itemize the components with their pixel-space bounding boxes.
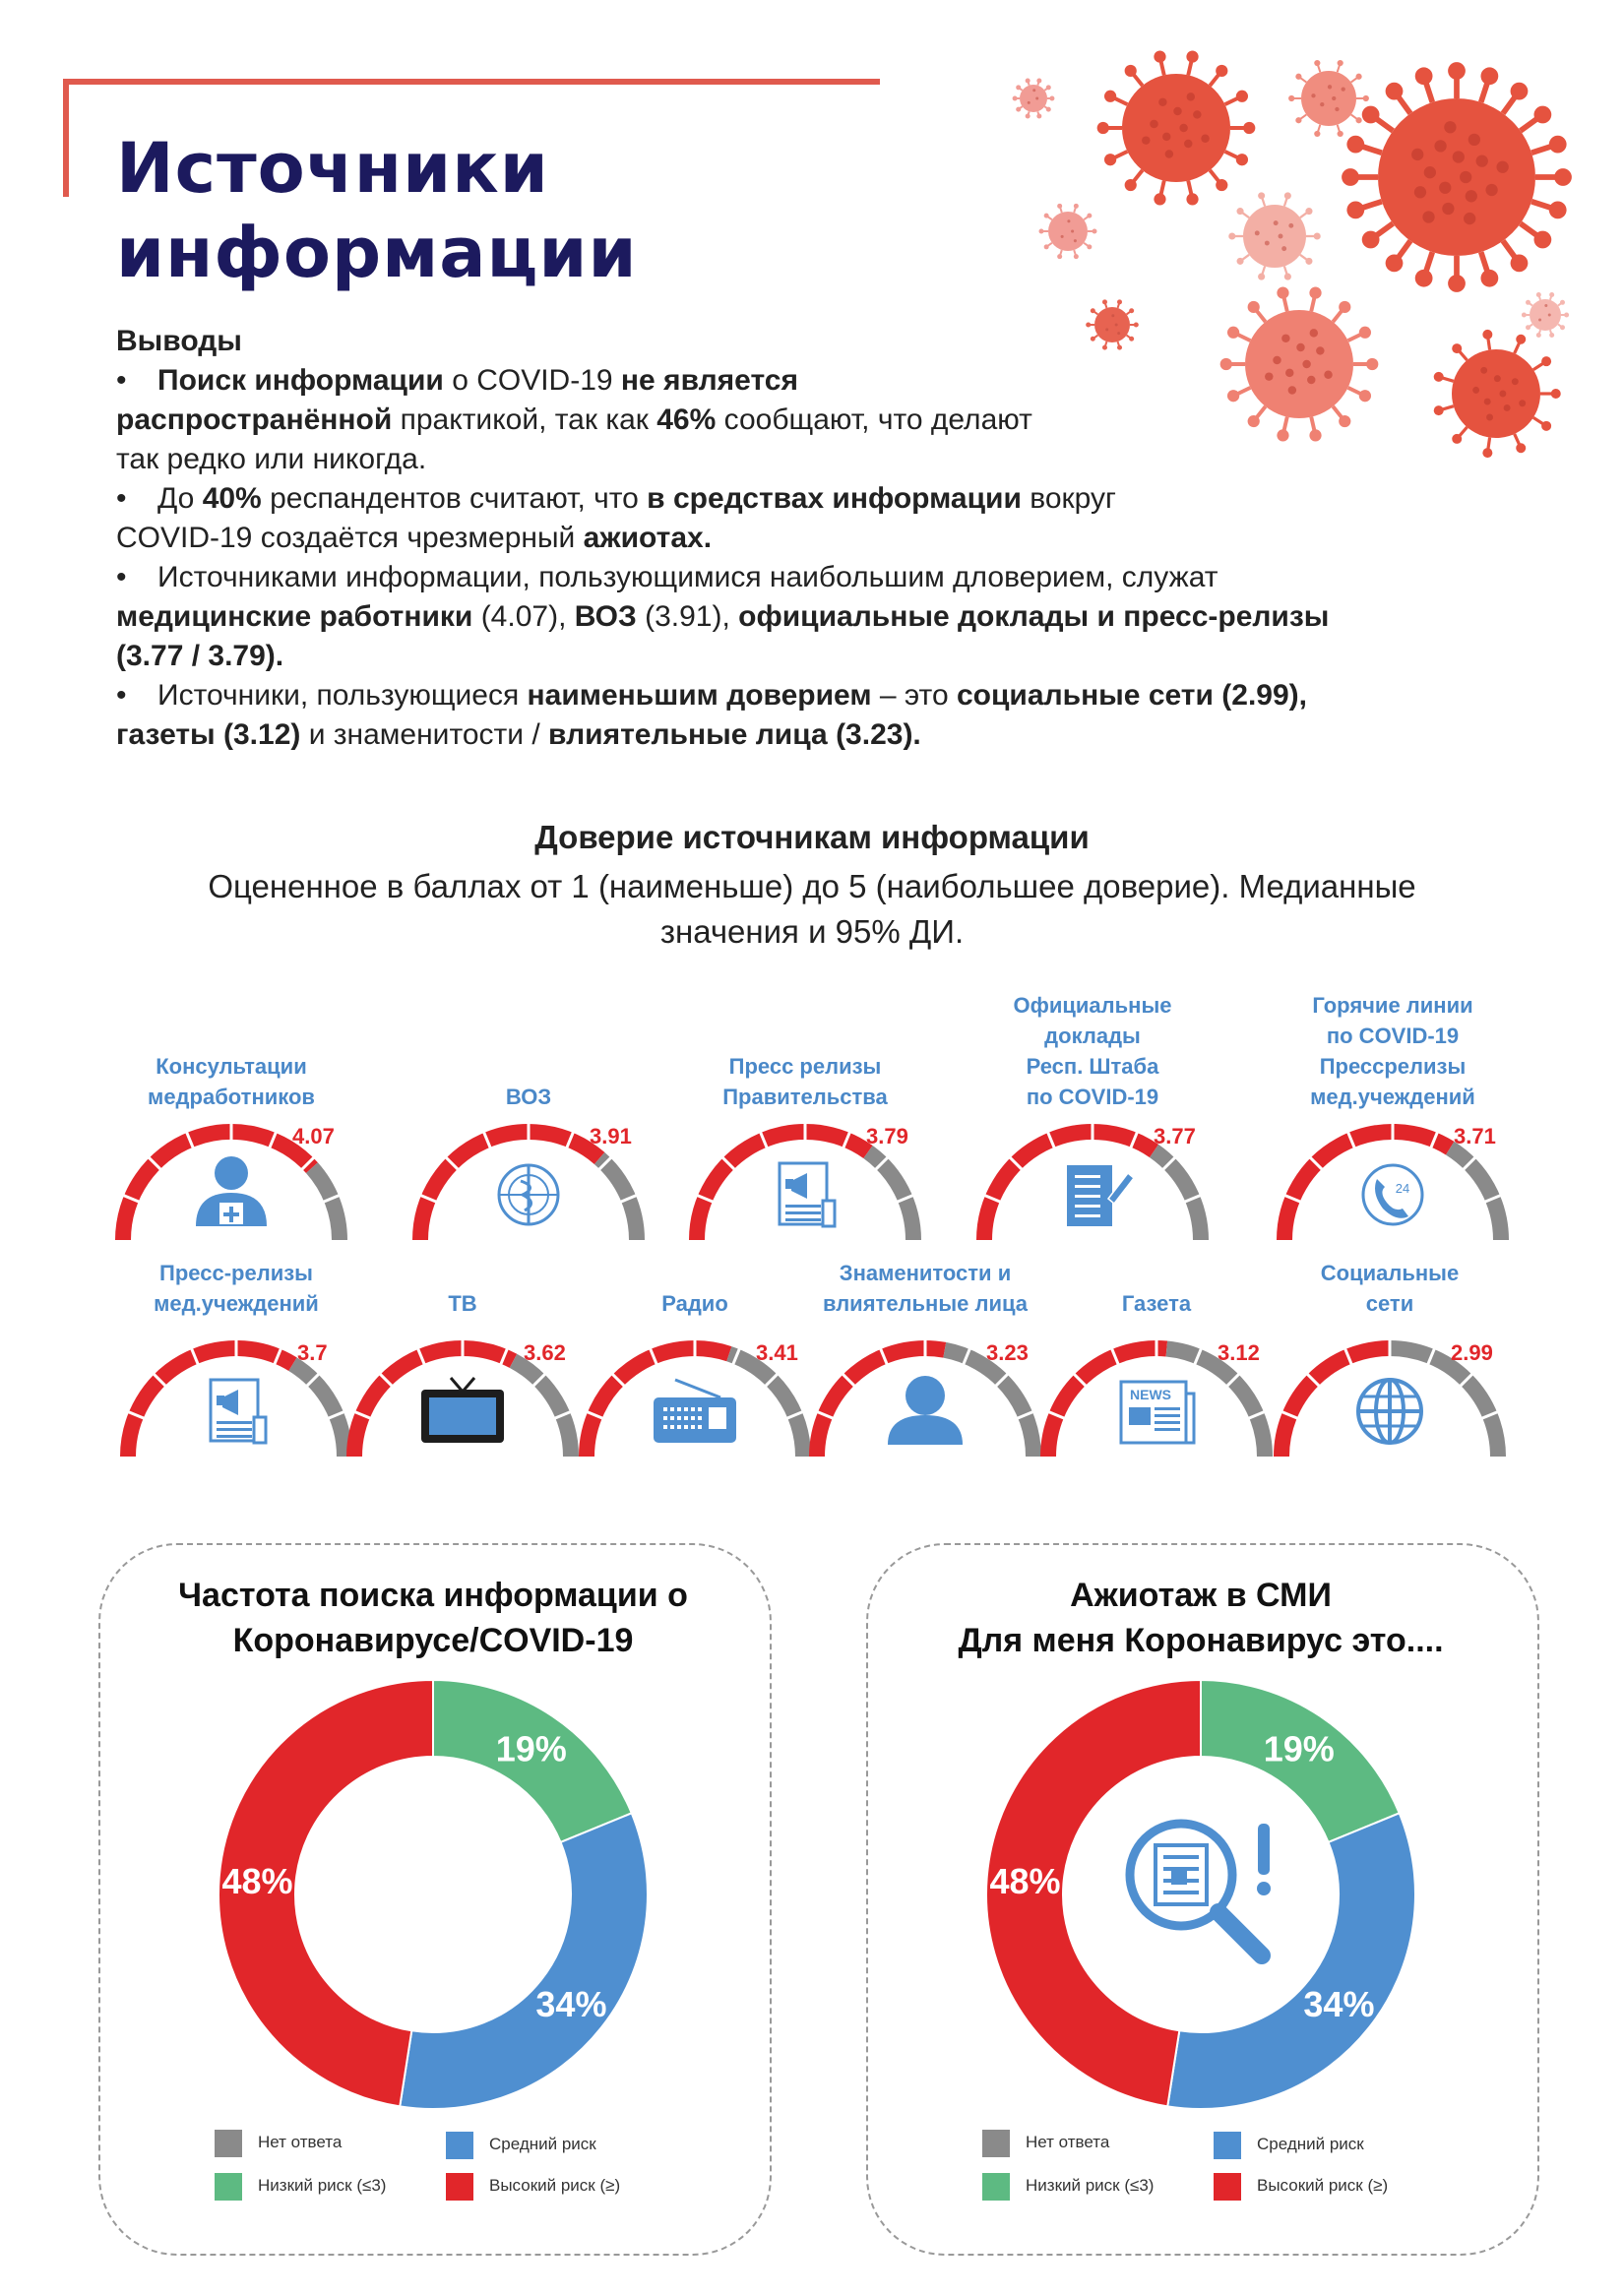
gauge-source-label: [677, 1051, 933, 1112]
legend-label: Средний риск: [489, 2135, 596, 2153]
conclusion-text: До: [157, 482, 203, 515]
gauge-source-label-line: ВОЗ: [505, 1085, 552, 1109]
doctor-icon: [196, 1156, 267, 1226]
donut-slice-label: 19%: [495, 1728, 567, 1769]
gauge-value-label: 3.62: [524, 1340, 566, 1365]
legend-swatch: [446, 2173, 473, 2201]
gauge-source-label-line: влиятельные лица: [822, 1291, 1029, 1316]
gauge-value-label: 3.71: [1454, 1124, 1496, 1148]
donut-slice-label: 34%: [1303, 1983, 1375, 2024]
conclusion-text: (4.07),: [472, 600, 575, 633]
gauge-source-label: [965, 990, 1220, 1112]
legend-label: Нет ответа: [1026, 2133, 1110, 2151]
gauge-value-arc: [1284, 1132, 1450, 1240]
page-title-line-2: информации: [116, 213, 638, 293]
gauge-source-label-line: Газета: [1121, 1291, 1192, 1316]
gauge-source-label-line: Прессрелизы: [1319, 1054, 1467, 1079]
gauge-source-label-line: Знаменитости и: [839, 1261, 1012, 1285]
media-hype-title-line-2: Для меня Коронавирус это....: [958, 1622, 1444, 1659]
hotline-24-icon: [1363, 1165, 1422, 1224]
search-frequency-title-line-2: Коронавирусе/COVID-19: [232, 1622, 634, 1659]
legend-label: Высокий риск (≥): [489, 2176, 621, 2195]
conclusion-emphasis: официальные доклады и пресс-релизы: [738, 600, 1330, 633]
gauge-source-label-line: сети: [1365, 1291, 1414, 1316]
gauge-source-label-line: ТВ: [448, 1291, 477, 1316]
donut-slice-label: 48%: [989, 1861, 1061, 1902]
svg-text:NEWS: NEWS: [1130, 1387, 1171, 1402]
gauge-source-label: [1029, 1288, 1284, 1319]
gauge-value-label: 4.07: [292, 1124, 335, 1148]
gauge-remainder-arc: [1155, 1151, 1201, 1240]
gauge-source-label: [797, 1258, 1053, 1319]
trust-chart-title: Доверие источникам информации: [534, 819, 1090, 855]
conclusion-text: респандентов считают, что: [261, 482, 648, 515]
conclusion-emphasis: наименьшим доверием: [527, 679, 872, 712]
legend-swatch: [215, 2173, 242, 2201]
gauge-source-label-line: Социальные: [1320, 1261, 1460, 1285]
conclusion-emphasis: влиятельные лица (3.23).: [548, 718, 921, 751]
legend-swatch: [215, 2130, 242, 2157]
conclusion-text: вокруг: [1021, 482, 1116, 515]
gauge-value-label: 3.7: [297, 1340, 328, 1365]
legend-swatch: [446, 2132, 473, 2159]
page-title-line-1: Источники: [116, 128, 549, 209]
gauge-source-label: [103, 1051, 359, 1112]
conclusion-text: COVID-19 создаётся чрезмерный: [116, 522, 584, 554]
donut-slice-label: 48%: [221, 1861, 293, 1902]
gauge-value-label: 2.99: [1451, 1340, 1493, 1365]
conclusion-emphasis: в средствах информации: [647, 482, 1022, 515]
conclusion-emphasis: медицинские работники: [116, 600, 473, 633]
gauge-remainder-arc: [599, 1158, 637, 1240]
gauge-value-label: 3.77: [1154, 1124, 1196, 1148]
legend-label: Средний риск: [1257, 2135, 1364, 2153]
conclusion-emphasis: ВОЗ: [574, 600, 637, 633]
conclusion-text: (3.91),: [636, 600, 739, 633]
gauge-source-label-line: по COVID-19: [1326, 1024, 1460, 1048]
conclusion-text: сообщают, что делают: [716, 403, 1032, 436]
gauge-value-label: 3.91: [590, 1124, 632, 1148]
gauge-value-label: 3.12: [1218, 1340, 1260, 1365]
legend-swatch: [1214, 2173, 1241, 2201]
gauge-source-label: [108, 1258, 364, 1319]
gauge-remainder-arc: [868, 1152, 913, 1240]
gauge-source-label-line: доклады: [1044, 1024, 1141, 1048]
gauge-remainder-arc: [1450, 1148, 1501, 1240]
conclusion-text: Источники, пользующиеся: [157, 679, 528, 712]
bullet-marker: •: [116, 561, 127, 593]
conclusion-text: и знаменитости /: [300, 718, 549, 751]
gauge-source-label-line: Радио: [661, 1291, 728, 1316]
conclusion-text: так редко или никогда.: [116, 443, 427, 475]
legend-swatch: [982, 2173, 1010, 2201]
gauge-value-arc: [1281, 1348, 1389, 1457]
gauge-source-label-line: Консультации: [156, 1054, 307, 1079]
media-hype-title-line-1: Ажиотаж в СМИ: [1070, 1577, 1332, 1614]
magnifier-document-icon: [1130, 1824, 1271, 1955]
gauge-source-label: [335, 1288, 591, 1319]
who-emblem-icon: [499, 1165, 558, 1224]
gauge-source-label: [1265, 990, 1521, 1112]
press-release-icon: [780, 1163, 835, 1226]
gauge-source-label-line: мед.учеждений: [154, 1291, 319, 1316]
conclusion-emphasis: не является: [620, 364, 798, 397]
bullet-marker: •: [116, 482, 127, 515]
conclusion-emphasis: ажиотах.: [583, 522, 713, 554]
gauge-value-label: 3.23: [986, 1340, 1029, 1365]
gauge-source-label-line: Пресс релизы: [728, 1054, 882, 1079]
legend-label: Низкий риск (≤3): [1026, 2176, 1155, 2195]
gauge-remainder-arc: [312, 1168, 340, 1240]
gauge-source-label: [567, 1288, 823, 1319]
donut-slice-label: 19%: [1263, 1728, 1335, 1769]
conclusion-text: о COVID-19: [443, 364, 621, 397]
conclusion-emphasis: 46%: [656, 403, 717, 436]
legend-label: Низкий риск (≤3): [258, 2176, 387, 2195]
conclusion-text: Источниками информации, пользующимися наибольшим дловерием, служат: [157, 561, 1218, 593]
gauge-source-label-line: Горячие линии: [1312, 993, 1473, 1018]
press-release-icon: [211, 1380, 266, 1443]
gauge-source-label-line: Официальные: [1013, 993, 1172, 1018]
legend-swatch: [982, 2130, 1010, 2157]
conclusions-heading: Выводы: [116, 325, 242, 357]
conclusion-emphasis: распространённой: [116, 403, 393, 436]
conclusion-emphasis: газеты (3.12): [116, 718, 301, 751]
globe-icon: [1358, 1380, 1421, 1443]
person-icon: [888, 1376, 963, 1445]
conclusion-emphasis: (3.77 / 3.79).: [116, 640, 284, 672]
gauge-value-label: 3.79: [866, 1124, 908, 1148]
media-hype-title: [886, 1573, 1516, 1663]
conclusion-emphasis: 40%: [202, 482, 262, 515]
tv-icon: [421, 1378, 504, 1443]
gauge-source-label-line: Пресс-релизы: [159, 1261, 313, 1285]
search-frequency-title: [118, 1573, 748, 1663]
svg-text:24: 24: [1395, 1181, 1410, 1196]
search-frequency-donut: [217, 1678, 650, 2111]
trust-chart-subtitle: Оцененное в баллах от 1 (наименьше) до 5 (наибольшее доверие). Медианные значения и 95% ДИ.: [208, 868, 1416, 950]
conclusion-emphasis: Поиск информации: [157, 364, 444, 397]
newspaper-icon: [1121, 1382, 1194, 1443]
media-hype-donut: [984, 1678, 1417, 2111]
legend-label: Высокий риск (≥): [1257, 2176, 1389, 2195]
conclusion-text: практикой, так как: [392, 403, 657, 436]
search-frequency-title-line-1: Частота поиска информации о: [178, 1577, 688, 1614]
gauge-source-label-line: по COVID-19: [1026, 1085, 1159, 1109]
gauge-source-label-line: Правительства: [722, 1085, 888, 1109]
legend-swatch: [1214, 2132, 1241, 2159]
gauge-source-label-line: Респ. Штаба: [1026, 1054, 1159, 1079]
gauge-source-label-line: медработников: [148, 1085, 315, 1109]
bullet-marker: •: [116, 679, 127, 712]
conclusion-emphasis: социальные сети (2.99),: [956, 679, 1307, 712]
gauge-source-label-line: мед.учеждений: [1310, 1085, 1475, 1109]
legend-label: Нет ответа: [258, 2133, 343, 2151]
gauge-source-label: [1262, 1258, 1518, 1319]
document-pen-icon: [1067, 1165, 1134, 1226]
donut-slice-label: 34%: [535, 1983, 607, 2024]
gauge-value-label: 3.41: [756, 1340, 798, 1365]
donut-slice: [400, 1813, 648, 2109]
gauge-source-label: [401, 1082, 656, 1112]
radio-icon: [654, 1380, 736, 1443]
conclusion-text: – это: [871, 679, 957, 712]
bullet-marker: •: [116, 364, 127, 397]
